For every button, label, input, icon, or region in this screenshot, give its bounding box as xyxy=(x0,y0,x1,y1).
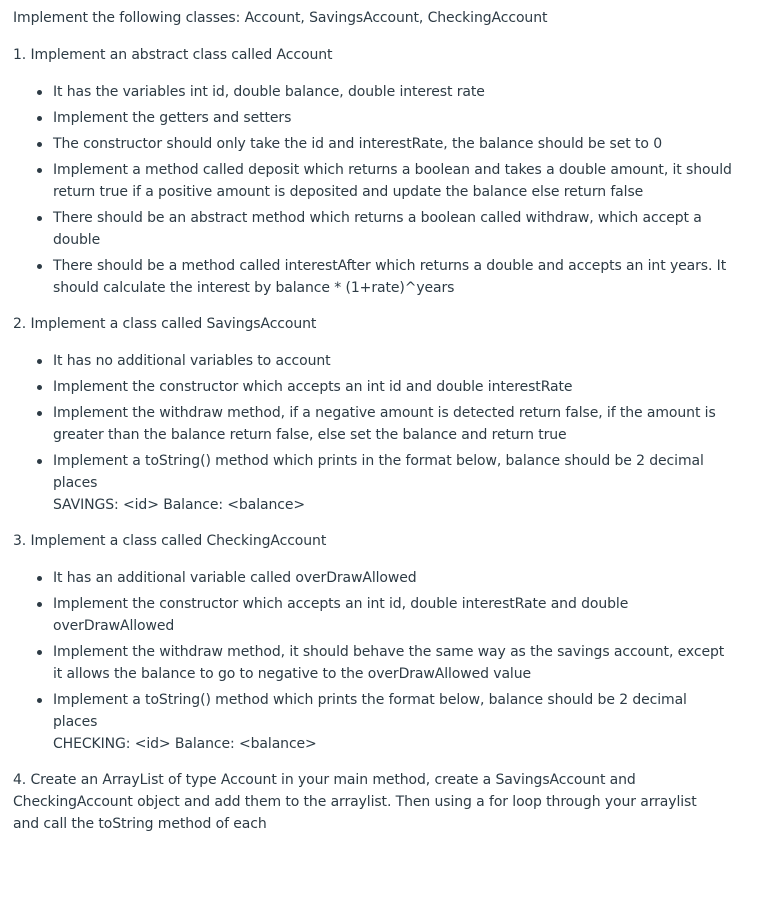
list-item: The constructor should only take the id and interestRate, the balance should be set to 0 xyxy=(0,133,773,155)
list-item: Implement a toString() method which prints the format below, balance should be 2 decimal places CHECKING: <id> Balance: <balance> xyxy=(0,689,773,755)
list-item: It has an additional variable called overDrawAllowed xyxy=(0,567,773,589)
list-item: It has no additional variables to account xyxy=(0,350,773,372)
section-3-heading: 3. Implement a class called CheckingAccount xyxy=(13,533,327,549)
section-1-heading: 1. Implement an abstract class called Account xyxy=(13,47,333,63)
intro-text: Implement the following classes: Account, SavingsAccount, CheckingAccount xyxy=(13,10,548,26)
list-item: There should be a method called interestAfter which returns a double and accepts an int years. It should calculate the interest by balance * (1+rate)^years xyxy=(0,255,773,299)
list-item: It has the variables int id, double balance, double interest rate xyxy=(0,81,773,103)
section-1-list xyxy=(0,81,773,303)
list-item: Implement the withdraw method, it should behave the same way as the savings account, except it allows the balance to go to negative to the overDrawAllowed value xyxy=(0,641,773,685)
list-item: Implement the withdraw method, if a negative amount is detected return false, if the amount is greater than the balance return false, else set the balance and return true xyxy=(0,402,773,446)
section-3-list xyxy=(0,567,773,759)
list-item: Implement a method called deposit which returns a boolean and takes a double amount, it should return true if a positive amount is deposited and update the balance else return false xyxy=(0,159,773,203)
list-item: Implement a toString() method which prints in the format below, balance should be 2 decimal places SAVINGS: <id> Balance: <balance> xyxy=(0,450,773,516)
list-item: Implement the constructor which accepts an int id, double interestRate and double overDrawAllowed xyxy=(0,593,773,637)
list-item: Implement the getters and setters xyxy=(0,107,773,129)
section-2-heading: 2. Implement a class called SavingsAccount xyxy=(13,316,317,332)
list-item: There should be an abstract method which returns a boolean called withdraw, which accept a double xyxy=(0,207,773,251)
list-item: Implement the constructor which accepts an int id and double interestRate xyxy=(0,376,773,398)
section-4-paragraph: 4. Create an ArrayList of type Account in your main method, create a SavingsAccount and CheckingAccount object and add them to the arraylist. Then using a for loop through your arraylist and call the toString method of each xyxy=(13,772,697,832)
format-string: CHECKING: <id> Balance: <balance> xyxy=(53,736,317,752)
section-2-list xyxy=(0,350,773,520)
format-string: SAVINGS: <id> Balance: <balance> xyxy=(53,497,305,513)
